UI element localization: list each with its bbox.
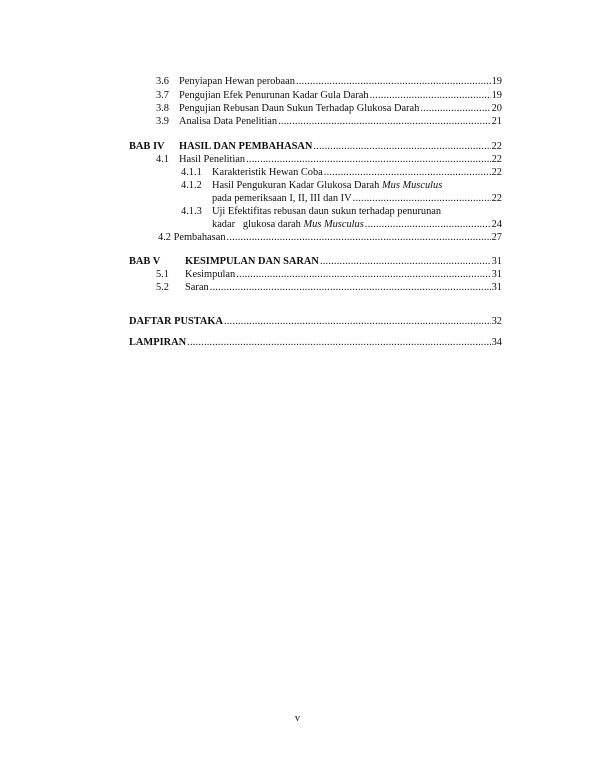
toc-leader: [420, 103, 490, 115]
toc-entry-3-8: [156, 103, 502, 115]
toc-title: Saran: [185, 282, 209, 293]
toc-entry-5-1: [156, 269, 502, 281]
toc-page: 19: [491, 76, 502, 87]
toc-leader: [236, 269, 490, 281]
toc-chapter-title: DAFTAR PUSTAKA: [129, 316, 223, 327]
toc-title: Uji Efektifitas rebusan daun sukun terhadap penurunan: [212, 206, 442, 217]
toc-number: 3.6: [156, 76, 169, 87]
toc-entry-4-1-3-line2: [212, 219, 502, 231]
toc-entry-3-9: [156, 116, 502, 128]
toc-number: 3.7: [156, 90, 169, 101]
toc-page: 22: [491, 141, 502, 152]
toc-leader: [324, 167, 491, 179]
toc-title: Analisa Data Penelitian: [179, 116, 278, 127]
toc-entry-3-6: [156, 76, 502, 88]
toc-title: Hasil Pengukuran Kadar Glukosa Darah: [212, 180, 382, 191]
toc-entry-lampiran: [129, 337, 502, 349]
toc-chapter-number: BAB V: [129, 256, 161, 267]
toc-number: 5.2: [156, 282, 169, 293]
toc-leader: [227, 232, 491, 244]
toc-entry-4-1-2-line2: [212, 193, 502, 205]
toc-number: 3.8: [156, 103, 169, 114]
toc-leader: [210, 282, 491, 294]
toc-number: 3.9: [156, 116, 169, 127]
toc-title: Penyiapan Hewan perobaan: [179, 76, 295, 87]
toc-leader: [187, 337, 490, 349]
toc-title: Karakteristik Hewan Coba: [212, 167, 323, 178]
toc-page: 27: [491, 232, 502, 243]
toc-title: Pengujian Efek Penurunan Kadar Gula Darah: [179, 90, 369, 101]
toc-leader: [246, 154, 491, 166]
toc-entry-4-1-2-line1: [181, 180, 442, 192]
toc-page: 24: [491, 219, 502, 230]
toc-number: 4.1.3: [181, 206, 202, 217]
toc-number: 5.1: [156, 269, 169, 280]
toc-title-italic: Mus Musculus: [381, 180, 443, 191]
toc-page: 32: [491, 316, 502, 327]
toc-page: 19: [491, 90, 502, 101]
toc-page: 31: [491, 256, 502, 267]
toc-entry-5-2: [156, 282, 502, 294]
toc-leader: [224, 316, 491, 328]
toc-number: 4.1.2: [181, 180, 202, 191]
toc-chapter-title: HASIL DAN PEMBAHASAN: [179, 141, 313, 152]
toc-leader: [370, 90, 491, 102]
toc-page: 22: [491, 167, 502, 178]
toc-entry-bab-4: [129, 141, 502, 153]
toc-title-wrap: [212, 219, 364, 231]
toc-leader: [320, 256, 491, 268]
toc-number: 4.1: [156, 154, 169, 165]
toc-leader: [353, 193, 491, 205]
toc-title: pada pemeriksaan I, II, III dan IV: [212, 193, 352, 204]
toc-entry-4-1-3-line1: [181, 206, 441, 218]
toc-page: 20: [491, 103, 502, 114]
toc-chapter-title: LAMPIRAN: [129, 337, 187, 348]
toc-page: 22: [491, 154, 502, 165]
toc-number: 4.1.1: [181, 167, 202, 178]
toc-leader: [278, 116, 491, 128]
toc-leader: [313, 141, 490, 153]
toc-entry-daftar-pustaka: [129, 316, 502, 328]
toc-entry-4-1: [156, 154, 502, 166]
toc-title-italic: Mus Musculus: [303, 219, 364, 230]
toc-page: 31: [491, 269, 502, 280]
toc-entry-bab-5: [129, 256, 502, 268]
toc-chapter-number: BAB IV: [129, 141, 165, 152]
toc-leader: [365, 219, 491, 231]
toc-title: kadar glukosa darah: [212, 219, 304, 230]
toc-page: 22: [491, 193, 502, 204]
toc-title: Kesimpulan: [185, 269, 236, 280]
toc-title: 4.2 Pembahasan: [158, 232, 226, 243]
toc-entry-4-1-1: [181, 167, 502, 179]
toc-entry-4-2: [158, 232, 502, 244]
toc-page: 31: [491, 282, 502, 293]
toc-leader: [296, 76, 491, 88]
toc-page: 34: [491, 337, 502, 348]
toc-page: 21: [491, 116, 502, 127]
page-number: v: [294, 713, 301, 724]
toc-chapter-title: KESIMPULAN DAN SARAN: [185, 256, 319, 267]
toc-title: Pengujian Rebusan Daun Sukun Terhadap Glukosa Darah: [179, 103, 420, 114]
toc-entry-3-7: [156, 90, 502, 102]
toc-title: Hasil Penelitian: [179, 154, 246, 165]
